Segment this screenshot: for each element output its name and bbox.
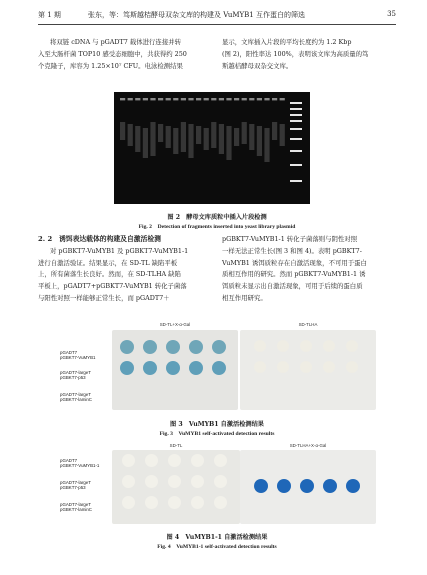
yeast-colony: [346, 479, 360, 493]
text-line: 上，所有菌落生长良好。然而，在 SD-TLHA 缺陷: [38, 270, 181, 279]
gel-electrophoresis-image: [114, 92, 310, 204]
yeast-colony: [212, 340, 226, 354]
gel-well: [219, 98, 224, 100]
yeast-colony: [189, 361, 203, 375]
gel-smear: [264, 128, 269, 162]
ladder-band: [290, 108, 302, 110]
gel-smear: [226, 126, 231, 160]
gel-smear: [166, 126, 171, 148]
yeast-colony: [191, 475, 204, 488]
running-title: 张东，等：笃斯越桔酵母双杂文库的构建及 VuMYB1 互作蛋白的筛选: [88, 11, 305, 19]
text-line: 与阳性对照一样能够正常生长，而 pGADT7＋: [38, 293, 170, 302]
text-line: 将双链 cDNA 与 pGADT7 载体进行连接并转: [50, 38, 181, 46]
ladder-band: [290, 180, 302, 182]
yeast-colony: [168, 475, 181, 488]
yeast-colony: [122, 454, 135, 467]
figure4-row-label-3: pGADT7-largeT pGBKT7-laminC: [60, 502, 92, 513]
yeast-colony: [145, 496, 158, 509]
gel-smear: [135, 126, 140, 152]
gel-well: [280, 98, 285, 100]
yeast-colony: [191, 496, 204, 509]
gel-well: [128, 98, 133, 100]
gel-smear: [120, 122, 125, 140]
gel-well: [242, 98, 247, 100]
gel-well: [120, 98, 125, 100]
yeast-colony: [254, 361, 266, 373]
figure4-caption-en: Fig. 4 VuMYB1-1 self-activated detection results: [157, 544, 277, 550]
figure4-left-plate: [112, 450, 240, 524]
gel-smear: [249, 124, 254, 150]
text-line: 显示，文库插入片段的平均长度约为 1.2 Kbp: [222, 38, 352, 46]
yeast-colony: [122, 475, 135, 488]
yeast-colony: [143, 340, 157, 354]
text-line: 饵质粒未显示出自激活现象，可用于后续的蛋白质: [222, 282, 363, 291]
yeast-colony: [145, 475, 158, 488]
gel-well: [204, 98, 209, 100]
gel-well: [181, 98, 186, 100]
gel-well: [226, 98, 231, 100]
gel-smear: [196, 126, 201, 144]
gel-smear: [234, 128, 239, 146]
yeast-colony: [214, 454, 227, 467]
gel-well: [264, 98, 269, 100]
gel-smear: [257, 126, 262, 156]
yeast-colony: [166, 340, 180, 354]
yeast-colony: [254, 479, 268, 493]
yeast-colony: [323, 340, 335, 352]
gel-smear: [128, 124, 133, 146]
yeast-colony: [300, 479, 314, 493]
section-right-column: [222, 234, 396, 305]
gel-smear: [272, 122, 277, 140]
figure3-row-label-3: pGADT7-largeT pGBKT7-laminC: [60, 392, 92, 403]
text-line: 个克隆子，库容为 1.25×10⁷ CFU。电泳检测结果: [38, 61, 183, 70]
figure3-right-plate: [240, 330, 376, 410]
yeast-colony: [300, 340, 312, 352]
gel-smear: [242, 122, 247, 144]
figure4-row-label-2: pGADT7-largeT pGBKT7-p53: [60, 480, 91, 491]
yeast-colony: [214, 475, 227, 488]
figure4-row-label-1: pGADT7 pGBKT7-VuMYB1-1: [60, 458, 100, 469]
yeast-colony: [323, 361, 335, 373]
ladder-band: [290, 128, 302, 130]
gel-well: [257, 98, 262, 100]
yeast-colony: [300, 361, 312, 373]
gel-well: [249, 98, 254, 100]
yeast-colony: [212, 361, 226, 375]
figure2-caption-en: Fig. 2 Detection of fragments inserted into yeast library plasmid: [138, 224, 296, 230]
gel-well: [166, 98, 171, 100]
yeast-colony: [277, 479, 291, 493]
figure3-caption-en: Fig. 3 VuMYB1 self-activated detection results: [159, 431, 275, 437]
gel-well: [188, 98, 193, 100]
gel-smear: [211, 122, 216, 148]
yeast-colony: [168, 496, 181, 509]
running-header: [38, 10, 396, 22]
gel-well: [272, 98, 277, 100]
yeast-colony: [189, 340, 203, 354]
figure3-row-label-1: pGADT7 pGBKT7-VuMYB1: [60, 350, 96, 361]
yeast-colony: [254, 340, 266, 352]
figure4-left-plate-header: SD-TL: [169, 443, 183, 448]
figure3-row-label-2: pGADT7-largeT pGBKT7-p53: [60, 370, 91, 381]
ladder-band: [290, 164, 302, 166]
header-rule: [38, 24, 396, 25]
gel-smear: [219, 124, 224, 154]
text-line: 质相互作用的研究。然而 pGBKT7-VuMYB1-1 诱: [222, 270, 366, 279]
yeast-colony: [346, 361, 358, 373]
text-line: 对 pGBKT7-VuMYB1 及 pGBKT7-VuMYB1-1: [50, 246, 189, 255]
top-left-column: [38, 37, 210, 72]
yeast-colony: [277, 361, 289, 373]
figure3-left-plate-header: SD-TL+X-α-Gal: [159, 322, 191, 327]
gel-well: [135, 98, 140, 100]
gel-image: [114, 92, 310, 204]
ladder-band: [290, 114, 302, 116]
text-line: 进行自激活验证。结果显示，在 SD-TL 缺陷平板: [38, 258, 178, 267]
figure4-right-plate-header: SD-TLHA+X-α-Gal: [289, 443, 327, 448]
ladder-band: [290, 102, 302, 104]
gel-well: [211, 98, 216, 100]
page-number: 35: [387, 10, 396, 18]
gel-well: [196, 98, 201, 100]
yeast-colony: [346, 340, 358, 352]
yeast-colony: [120, 340, 134, 354]
ladder-band: [290, 150, 302, 152]
ladder-band: [290, 120, 302, 122]
text-line: 一样无法正常生长(图 3 和图 4)。表明 pGBKT7-: [222, 246, 362, 255]
yeast-colony: [168, 454, 181, 467]
figure3-right-plate-header: SD-TLHA: [298, 322, 318, 327]
gel-smear: [158, 124, 163, 142]
gel-well: [150, 98, 155, 100]
text-line: pGBKT7-VuMYB1-1 转化子菌落则与阴性对照: [222, 235, 358, 243]
gel-well: [158, 98, 163, 100]
figure2-caption-cn: 图 2 酵母文库质粒中插入片段检测: [167, 214, 267, 221]
text-line: VuMYB1 诱饵质粒存在自激活现象，不可用于蛋白: [222, 258, 367, 267]
gel-well: [234, 98, 239, 100]
text-line: 平板上，pGADT7+pGBKT7-VuMYB1 转化子菌落: [38, 282, 187, 291]
figure3-left-plate: [112, 330, 238, 410]
yeast-colony: [323, 479, 337, 493]
gel-smear: [280, 124, 285, 146]
text-line: 入至大肠杆菌 TOP10 感受态细胞中，共获得约 250: [38, 49, 187, 58]
gel-smear: [173, 128, 178, 154]
gel-smear: [143, 128, 148, 158]
figure4-caption-cn: 图 4 VuMYB1-1 自激活检测结果: [166, 534, 268, 541]
gel-smear: [181, 122, 186, 152]
text-line: 相互作用研究。: [222, 293, 267, 302]
gel-well: [143, 98, 148, 100]
figure4-right-plate: [240, 450, 376, 524]
gel-smear: [204, 128, 209, 150]
yeast-colony: [143, 361, 157, 375]
text-line: 斯越桔酵母双杂交文库。: [222, 61, 293, 70]
top-right-column: [222, 37, 396, 72]
yeast-colony: [166, 361, 180, 375]
section-title: 2. 2 诱饵表达载体的构建及自激活检测: [38, 235, 161, 243]
yeast-colony: [214, 496, 227, 509]
ladder-band: [290, 138, 302, 140]
figure3-caption-cn: 图 3 VuMYB1 自激活检测结果: [169, 421, 264, 428]
yeast-colony: [120, 361, 134, 375]
yeast-colony: [122, 496, 135, 509]
gel-smear: [150, 122, 155, 156]
gel-smear: [188, 124, 193, 158]
yeast-colony: [145, 454, 158, 467]
yeast-colony: [277, 340, 289, 352]
section-left-column: [38, 234, 210, 305]
text-line: (图 2)，阳性率达 100%，表明该文库为高质量的笃: [222, 49, 369, 58]
gel-well: [173, 98, 178, 100]
issue-number: 第 1 期: [38, 11, 61, 19]
yeast-colony: [191, 454, 204, 467]
